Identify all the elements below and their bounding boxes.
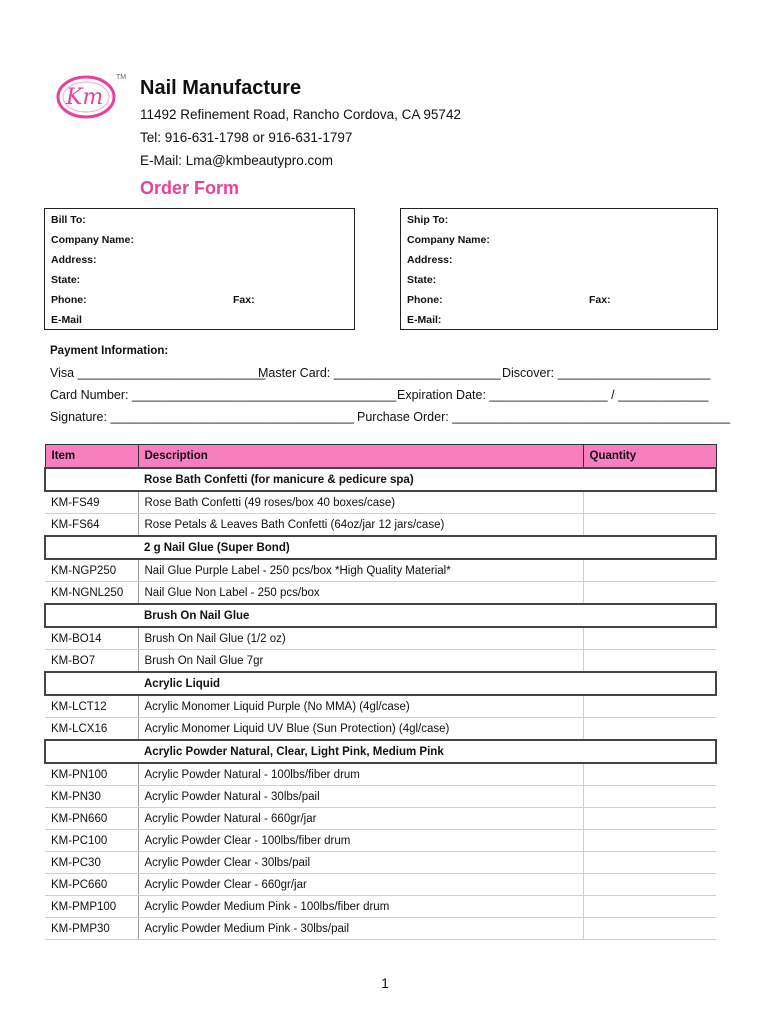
table-row bbox=[45, 896, 716, 918]
ship-email-field[interactable]: E-Mail: bbox=[407, 314, 442, 326]
item-description: Acrylic Monomer Liquid UV Blue (Sun Protection) (4gl/case) bbox=[138, 718, 583, 741]
item-description: Acrylic Powder Clear - 30lbs/pail bbox=[138, 852, 583, 874]
quantity-input[interactable] bbox=[583, 763, 716, 786]
section-row bbox=[45, 468, 716, 491]
discover-field[interactable]: Discover: ______________________ bbox=[502, 366, 711, 380]
header-quantity: Quantity bbox=[583, 445, 716, 469]
section-title: 2 g Nail Glue (Super Bond) bbox=[138, 536, 716, 559]
quantity-input[interactable] bbox=[583, 852, 716, 874]
quantity-input[interactable] bbox=[583, 491, 716, 514]
expiration-field[interactable]: Expiration Date: _________________ / _____________ bbox=[397, 388, 709, 402]
bill-to-label: Bill To: bbox=[51, 214, 86, 226]
section-row bbox=[45, 740, 716, 763]
table-row bbox=[45, 650, 716, 673]
item-code: KM-PN660 bbox=[45, 808, 138, 830]
item-description: Nail Glue Non Label - 250 pcs/box bbox=[138, 582, 583, 605]
item-code: KM-PMP100 bbox=[45, 896, 138, 918]
quantity-input[interactable] bbox=[583, 830, 716, 852]
header-description: Description bbox=[138, 445, 583, 469]
item-code: KM-PMP30 bbox=[45, 918, 138, 940]
item-code: KM-PC30 bbox=[45, 852, 138, 874]
item-description: Acrylic Powder Medium Pink - 100lbs/fiber drum bbox=[138, 896, 583, 918]
table-row bbox=[45, 559, 716, 582]
item-code: KM-NGNL250 bbox=[45, 582, 138, 605]
table-row bbox=[45, 918, 716, 940]
table-row bbox=[45, 695, 716, 718]
item-description: Acrylic Powder Clear - 100lbs/fiber drum bbox=[138, 830, 583, 852]
table-row bbox=[45, 874, 716, 896]
quantity-input[interactable] bbox=[583, 808, 716, 830]
quantity-input[interactable] bbox=[583, 514, 716, 537]
item-description: Acrylic Powder Natural - 30lbs/pail bbox=[138, 786, 583, 808]
bill-state-field[interactable]: State: bbox=[51, 274, 81, 286]
company-email: E-Mail: Lma@kmbeautypro.com bbox=[140, 153, 334, 168]
quantity-input[interactable] bbox=[583, 559, 716, 582]
order-table bbox=[44, 444, 717, 940]
table-row bbox=[45, 852, 716, 874]
bill-to-box bbox=[44, 208, 355, 330]
item-code: KM-FS64 bbox=[45, 514, 138, 537]
purchase-order-field[interactable]: Purchase Order: ________________________________________ bbox=[357, 410, 731, 424]
ship-state-field[interactable]: State: bbox=[407, 274, 437, 286]
item-description: Rose Petals & Leaves Bath Confetti (64oz/jar 12 jars/case) bbox=[138, 514, 583, 537]
section-title: Acrylic Powder Natural, Clear, Light Pink, Medium Pink bbox=[138, 740, 716, 763]
item-code: KM-PC660 bbox=[45, 874, 138, 896]
quantity-input[interactable] bbox=[583, 582, 716, 605]
item-description: Brush On Nail Glue 7gr bbox=[138, 650, 583, 673]
ship-address-field[interactable]: Address: bbox=[407, 254, 453, 266]
table-header-row bbox=[45, 445, 716, 469]
bill-address-field[interactable]: Address: bbox=[51, 254, 97, 266]
item-code: KM-BO7 bbox=[45, 650, 138, 673]
trademark-mark: TM bbox=[116, 74, 127, 81]
item-code: KM-LCX16 bbox=[45, 718, 138, 741]
ship-to-box bbox=[400, 208, 718, 330]
payment-title: Payment Information: bbox=[50, 345, 169, 357]
item-description: Brush On Nail Glue (1/2 oz) bbox=[138, 627, 583, 650]
visa-field[interactable]: Visa ___________________________ bbox=[50, 366, 266, 380]
quantity-input[interactable] bbox=[583, 786, 716, 808]
section-spacer bbox=[45, 740, 138, 763]
item-description: Acrylic Powder Natural - 660gr/jar bbox=[138, 808, 583, 830]
section-row bbox=[45, 672, 716, 695]
section-spacer bbox=[45, 536, 138, 559]
quantity-input[interactable] bbox=[583, 627, 716, 650]
item-code: KM-FS49 bbox=[45, 491, 138, 514]
item-description: Acrylic Monomer Liquid Purple (No MMA) (4gl/case) bbox=[138, 695, 583, 718]
page-number: 1 bbox=[381, 975, 389, 991]
km-logo bbox=[50, 70, 132, 125]
item-description: Nail Glue Purple Label - 250 pcs/box *High Quality Material* bbox=[138, 559, 583, 582]
section-row bbox=[45, 536, 716, 559]
card-number-field[interactable]: Card Number: ______________________________________ bbox=[50, 388, 397, 402]
item-code: KM-LCT12 bbox=[45, 695, 138, 718]
table-row bbox=[45, 830, 716, 852]
section-spacer bbox=[45, 468, 138, 491]
bill-email-field[interactable]: E-Mail bbox=[51, 314, 82, 326]
table-row bbox=[45, 582, 716, 605]
mastercard-field[interactable]: Master Card: ________________________ bbox=[258, 366, 501, 380]
table-row bbox=[45, 491, 716, 514]
item-description: Acrylic Powder Medium Pink - 30lbs/pail bbox=[138, 918, 583, 940]
quantity-input[interactable] bbox=[583, 650, 716, 673]
item-description: Acrylic Powder Clear - 660gr/jar bbox=[138, 874, 583, 896]
table-row bbox=[45, 808, 716, 830]
item-description: Rose Bath Confetti (49 roses/box 40 boxes/case) bbox=[138, 491, 583, 514]
bill-fax-field[interactable]: Fax: bbox=[233, 294, 255, 306]
table-row bbox=[45, 786, 716, 808]
section-title: Acrylic Liquid bbox=[138, 672, 716, 695]
company-address: 11492 Refinement Road, Rancho Cordova, CA 95742 bbox=[140, 107, 461, 122]
signature-field[interactable]: Signature: ___________________________________ bbox=[50, 410, 354, 424]
header-item: Item bbox=[45, 445, 138, 469]
order-form-title: Order Form bbox=[140, 178, 240, 198]
item-code: KM-BO14 bbox=[45, 627, 138, 650]
ship-phone-field[interactable]: Phone: bbox=[407, 294, 443, 306]
company-title: Nail Manufacture bbox=[140, 77, 302, 99]
quantity-input[interactable] bbox=[583, 896, 716, 918]
quantity-input[interactable] bbox=[583, 695, 716, 718]
quantity-input[interactable] bbox=[583, 718, 716, 741]
ship-company-field[interactable]: Company Name: bbox=[407, 234, 490, 246]
section-title: Brush On Nail Glue bbox=[138, 604, 716, 627]
ship-fax-field[interactable]: Fax: bbox=[589, 294, 611, 306]
quantity-input[interactable] bbox=[583, 918, 716, 940]
section-title: Rose Bath Confetti (for manicure & pedicure spa) bbox=[138, 468, 716, 491]
item-code: KM-PC100 bbox=[45, 830, 138, 852]
svg-text:Km: Km bbox=[66, 85, 104, 110]
company-phone: Tel: 916-631-1798 or 916-631-1797 bbox=[140, 130, 353, 145]
item-code: KM-NGP250 bbox=[45, 559, 138, 582]
table-row bbox=[45, 763, 716, 786]
ship-to-label: Ship To: bbox=[407, 214, 449, 226]
item-code: KM-PN30 bbox=[45, 786, 138, 808]
item-description: Acrylic Powder Natural - 100lbs/fiber drum bbox=[138, 763, 583, 786]
section-spacer bbox=[45, 672, 138, 695]
section-row bbox=[45, 604, 716, 627]
bill-phone-field[interactable]: Phone: bbox=[51, 294, 87, 306]
table-row bbox=[45, 718, 716, 741]
table-row bbox=[45, 514, 716, 537]
quantity-input[interactable] bbox=[583, 874, 716, 896]
item-code: KM-PN100 bbox=[45, 763, 138, 786]
section-spacer bbox=[45, 604, 138, 627]
table-row bbox=[45, 627, 716, 650]
bill-company-field[interactable]: Company Name: bbox=[51, 234, 134, 246]
